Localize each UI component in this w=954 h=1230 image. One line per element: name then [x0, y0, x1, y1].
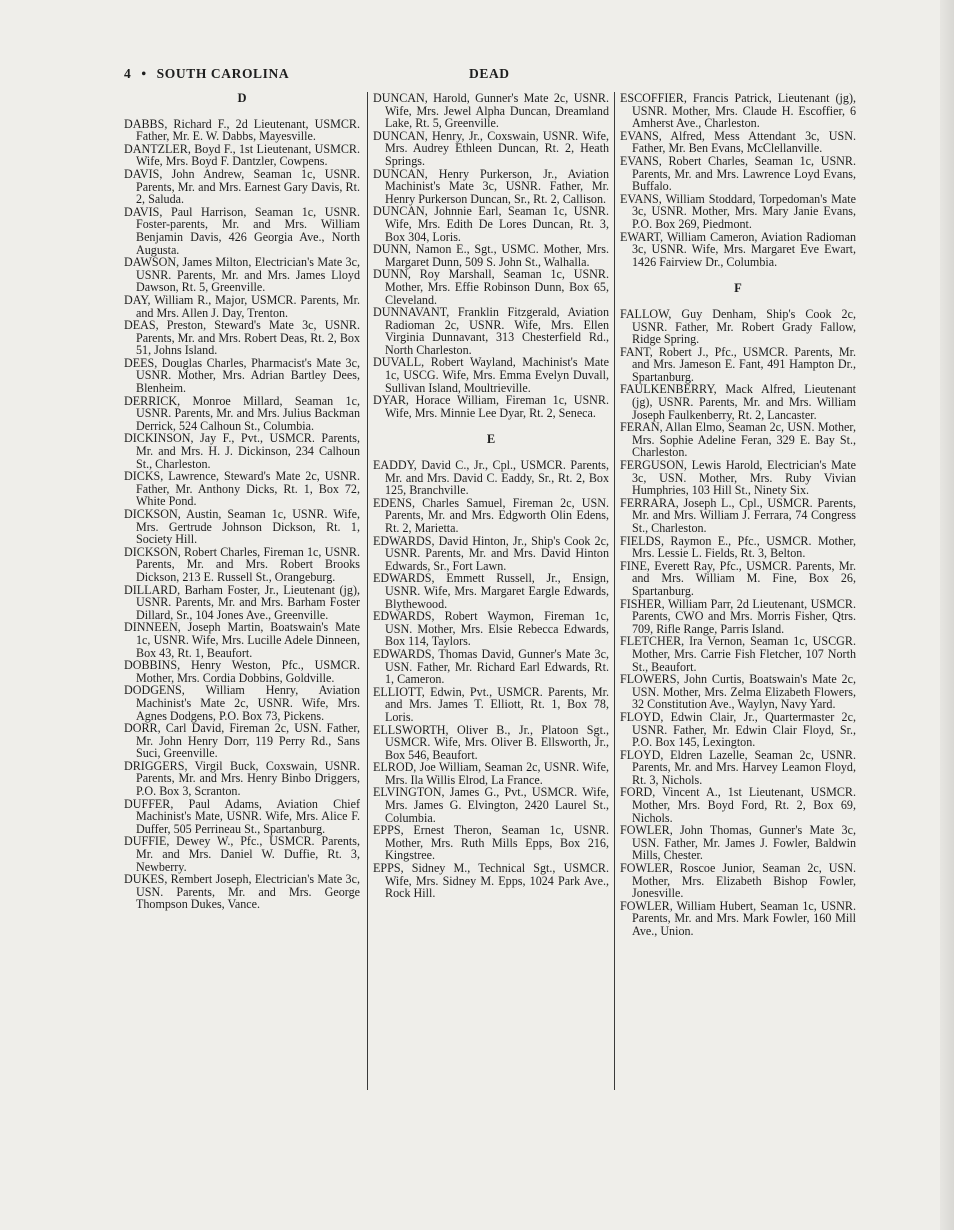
casualty-entry: FERRARA, Joseph L., Cpl., USMCR. Parents, Mr. and Mrs. William J. Ferrara, 74 Congress St., Charleston. — [620, 495, 856, 535]
casualty-entry: FOWLER, Roscoe Junior, Seaman 2c, USN. Mother, Mrs. Elizabeth Bishop Fowler, Jonesville. — [620, 861, 856, 901]
casualty-entry: FLOYD, Edwin Clair, Jr., Quartermaster 2c, USNR. Father, Mr. Edwin Clair Floyd, Sr., P.O. Box 145, Lexington. — [620, 709, 856, 750]
casualty-entry: FOWLER, William Hubert, Seaman 1c, USNR. Parents, Mr. and Mrs. Mark Fowler, 160 Mill Ave., Union. — [620, 898, 856, 938]
casualty-entry: ELROD, Joe William, Seaman 2c, USNR. Wife, Mrs. Ila Willis Elrod, La France. — [373, 760, 609, 787]
casualty-entry: FORD, Vincent A., 1st Lieutenant, USMCR. Mother, Mrs. Boyd Ford, Rt. 2, Box 69, Nichols. — [620, 785, 856, 825]
casualty-entry: FAULKENBERRY, Mack Alfred, Lieutenant (jg), USNR. Parents, Mr. and Mrs. William Joseph Faulkenberry, Rt. 2, Lancaster. — [620, 382, 856, 422]
casualty-entry: DRIGGERS, Virgil Buck, Coxswain, USNR. Parents, Mr. and Mrs. Henry Binbo Driggers, P.O. Box 3, Scranton. — [124, 758, 360, 799]
header-bullet: • — [141, 66, 147, 81]
casualty-entry: ELLSWORTH, Oliver B., Jr., Platoon Sgt., USMCR. Wife, Mrs. Oliver B. Ellsworth, Jr., Box 546, Beaufort. — [373, 722, 609, 762]
casualty-entry: DICKSON, Robert Charles, Fireman 1c, USNR. Parents, Mr. and Mrs. Robert Brooks Dickson, 213 E. Russell St., Orangeburg. — [124, 544, 360, 584]
casualty-entry: DOBBINS, Henry Weston, Pfc., USMCR. Mother, Mrs. Cordia Dobbins, Goldville. — [124, 658, 360, 685]
casualty-entry: FIELDS, Raymon E., Pfc., USMCR. Mother, Mrs. Lessie L. Fields, Rt. 3, Belton. — [620, 533, 856, 561]
column-divider — [367, 92, 368, 1090]
casualty-entry: DICKSON, Austin, Seaman 1c, USNR. Wife, Mrs. Gertrude Johnson Dickson, Rt. 1, Society Hill. — [124, 507, 360, 547]
casualty-entry: DUNCAN, Johnnie Earl, Seaman 1c, USNR. Wife, Mrs. Edith De Lores Duncan, Rt. 3, Box 304, Loris. — [373, 204, 609, 244]
casualty-entry: DAY, William R., Major, USMCR. Parents, Mr. and Mrs. Allen J. Day, Trenton. — [124, 292, 360, 320]
casualty-entry: DUNCAN, Henry, Jr., Coxswain, USNR. Wife, Mrs. Audrey Ethleen Duncan, Rt. 2, Heath Springs. — [373, 128, 609, 168]
casualty-entry: FLOWERS, John Curtis, Boatswain's Mate 2c, USN. Mother, Mrs. Zelma Elizabeth Flowers, 32 Constitution Ave., Waylyn, Navy Yard. — [620, 672, 856, 712]
casualty-entry: EVANS, William Stoddard, Torpedoman's Mate 3c, USNR. Mother, Mrs. Mary Janie Evans, P.O. Box 269, Piedmont. — [620, 191, 856, 231]
page-number: 4 — [124, 66, 132, 81]
casualty-entry: DUFFIE, Dewey W., Pfc., USMCR. Parents, Mr. and Mrs. Daniel W. Duffie, Rt. 3, Newberry. — [124, 834, 360, 874]
column-2 — [373, 92, 609, 900]
casualty-entry: EDWARDS, David Hinton, Jr., Ship's Cook 2c, USNR. Parents, Mr. and Mrs. David Hinton Edwards, Sr., Fort Lawn. — [373, 533, 609, 573]
casualty-entry: DUNN, Roy Marshall, Seaman 1c, USNR. Mother, Mrs. Effie Robinson Dunn, Box 65, Cleveland. — [373, 267, 609, 307]
casualty-entry: DICKS, Lawrence, Steward's Mate 2c, USNR. Father, Mr. Anthony Dicks, Rt. 1, Box 72, White Pond. — [124, 469, 360, 509]
casualty-entry: FALLOW, Guy Denham, Ship's Cook 2c, USNR. Father, Mr. Robert Grady Fallow, Ridge Spring. — [620, 306, 856, 347]
casualty-entry: DAWSON, James Milton, Electrician's Mate 3c, USNR. Parents, Mr. and Mrs. James Lloyd Dawson, Rt. 5, Greenville. — [124, 255, 360, 295]
casualty-entry: EDWARDS, Emmett Russell, Jr., Ensign, USNR. Wife, Mrs. Margaret Eargle Edwards, Blythewood. — [373, 571, 609, 611]
casualty-entry: FISHER, William Parr, 2d Lieutenant, USMCR. Parents, CWO and Mrs. Morris Fisher, Qtrs. 709, Rifle Range, Parris Island. — [620, 596, 856, 636]
section-title: DEAD — [469, 66, 510, 81]
casualty-entry: DILLARD, Barham Foster, Jr., Lieutenant (jg), USNR. Parents, Mr. and Mrs. Barham Foster Dillard, Sr., 104 Jones Ave., Greenville. — [124, 582, 360, 622]
casualty-entry: EVANS, Robert Charles, Seaman 1c, USNR. Parents, Mr. and Mrs. Lawrence Loyd Evans, Buffalo. — [620, 153, 856, 194]
casualty-entry: EDENS, Charles Samuel, Fireman 2c, USN. Parents, Mr. and Mrs. Edgworth Olin Edens, Rt. 2, Marietta. — [373, 495, 609, 535]
casualty-entry: DAVIS, Paul Harrison, Seaman 1c, USNR. Foster-parents, Mr. and Mrs. William Benjamin Davis, 426 Georgia Ave., North Augusta. — [124, 204, 360, 257]
casualty-entry: DODGENS, William Henry, Aviation Machinist's Mate 2c, USNR. Wife, Mrs. Agnes Dodgens, P.O. Box 73, Pickens. — [124, 683, 360, 723]
casualty-entry: DUFFER, Paul Adams, Aviation Chief Machinist's Mate, USNR. Wife, Mrs. Alice F. Duffer, 505 Perrineau St., Spartanburg. — [124, 796, 360, 836]
casualty-entry: DINNEEN, Joseph Martin, Boatswain's Mate 1c, USNR. Wife, Mrs. Lucille Adele Dinneen, Box 43, Rt. 1, Beaufort. — [124, 620, 360, 660]
casualty-entry: ESCOFFIER, Francis Patrick, Lieutenant (jg), USNR. Mother, Mrs. Claude H. Escoffier, 6 Amherst Ave., Charleston. — [620, 91, 856, 131]
alphabet-section-heading: F — [734, 281, 742, 296]
casualty-entry: DUNCAN, Henry Purkerson, Jr., Aviation Machinist's Mate 3c, USNR. Father, Mr. Henry Purkerson Duncan, Sr., Rt. 2, Callison. — [373, 166, 609, 206]
casualty-entry: EDWARDS, Robert Waymon, Fireman 1c, USN. Mother, Mrs. Elsie Rebecca Edwards, Box 114, Taylors. — [373, 609, 609, 649]
casualty-entry: FERGUSON, Lewis Harold, Electrician's Mate 3c, USN. Mother, Mrs. Ruby Vivian Humphries, 103 Hill St., Ninety Six. — [620, 458, 856, 498]
casualty-entry: EVANS, Alfred, Mess Attendant 3c, USN. Father, Mr. Ben Evans, McClellanville. — [620, 128, 856, 156]
casualty-entry: DEAS, Preston, Steward's Mate 3c, USNR. Parents, Mr. and Mrs. Robert Deas, Rt. 2, Box 51, Johns Island. — [124, 318, 360, 358]
casualty-entry: EDWARDS, Thomas David, Gunner's Mate 3c, USN. Father, Mr. Richard Earl Edwards, Rt. 1, Cameron. — [373, 646, 609, 687]
casualty-entry: DORR, Carl David, Fireman 2c, USN. Father, Mr. John Henry Dorr, 119 Perry Rd., Sans Suci, Greenville. — [124, 721, 360, 761]
casualty-entry: DUNNAVANT, Franklin Fitzgerald, Aviation Radioman 2c, USNR. Wife, Mrs. Ellen Virginia Dunnavant, 313 Chesterfield Rd., North Charleston. — [373, 305, 609, 357]
casualty-entry: DEES, Douglas Charles, Pharmacist's Mate 3c, USNR. Mother, Mrs. Adrian Bartley Dees, Blenheim. — [124, 355, 360, 396]
casualty-entry: DUNCAN, Harold, Gunner's Mate 2c, USNR. Wife, Mrs. Jewel Alpha Duncan, Dreamland Lake, Rt. 5, Greenville. — [373, 91, 609, 131]
casualty-entry: FLOYD, Eldren Lazelle, Seaman 2c, USNR. Parents, Mr. and Mrs. Harvey Leamon Floyd, Rt. 3, Nichols. — [620, 747, 856, 787]
casualty-entry: DYAR, Horace William, Fireman 1c, USNR. Wife, Mrs. Minnie Lee Dyar, Rt. 2, Seneca. — [373, 393, 609, 420]
casualty-entry: DANTZLER, Boyd F., 1st Lieutenant, USMCR. Wife, Mrs. Boyd F. Dantzler, Cowpens. — [124, 141, 360, 169]
casualty-entry: FERAN, Allan Elmo, Seaman 2c, USN. Mother, Mrs. Sophie Adeline Feran, 329 E. Bay St., Charleston. — [620, 420, 856, 460]
casualty-entry: FINE, Everett Ray, Pfc., USMCR. Parents, Mr. and Mrs. William M. Fine, Box 26, Spartanburg. — [620, 558, 856, 598]
casualty-entry: FOWLER, John Thomas, Gunner's Mate 3c, USN. Father, Mr. James J. Fowler, Baldwin Mills, Chester. — [620, 823, 856, 863]
casualty-entry: EADDY, David C., Jr., Cpl., USMCR. Parents, Mr. and Mrs. David C. Eaddy, Sr., Rt. 2, Box 125, Branchville. — [373, 458, 609, 498]
column-1 — [124, 92, 360, 911]
casualty-entry: DAVIS, John Andrew, Seaman 1c, USNR. Parents, Mr. and Mrs. Earnest Gary Davis, Rt. 2, Saluda. — [124, 166, 360, 207]
casualty-entry: DUNN, Namon E., Sgt., USMC. Mother, Mrs. Margaret Dunn, 509 S. John St., Walhalla. — [373, 242, 609, 269]
casualty-entry: DICKINSON, Jay F., Pvt., USMCR. Parents, Mr. and Mrs. H. J. Dickinson, 234 Calhoun St., Charleston. — [124, 431, 360, 471]
casualty-entry: EPPS, Ernest Theron, Seaman 1c, USNR. Mother, Mrs. Ruth Mills Epps, Box 216, Kingstree. — [373, 823, 609, 863]
casualty-entry: DABBS, Richard F., 2d Lieutenant, USMCR. Father, Mr. E. W. Dabbs, Mayesville. — [124, 116, 360, 144]
casualty-entry: ELLIOTT, Edwin, Pvt., USMCR. Parents, Mr. and Mrs. James T. Elliott, Rt. 1, Box 78, Loris. — [373, 684, 609, 724]
column-divider — [614, 92, 615, 1090]
casualty-entry: DUKES, Rembert Joseph, Electrician's Mate 3c, USN. Parents, Mr. and Mrs. George Thompson Dukes, Vance. — [124, 872, 360, 912]
page-edge-shadow — [940, 0, 954, 1230]
casualty-entry: DERRICK, Monroe Millard, Seaman 1c, USNR. Parents, Mr. and Mrs. Julius Backman Derrick, 524 Calhoun St., Columbia. — [124, 393, 360, 433]
state-name: SOUTH CAROLINA — [156, 66, 290, 81]
casualty-entry: FLETCHER, Ira Vernon, Seaman 1c, USCGR. Mother, Mrs. Carrie Fish Fletcher, 107 North St., Beaufort. — [620, 634, 856, 674]
column-3 — [620, 92, 856, 938]
casualty-entry: FANT, Robert J., Pfc., USMCR. Parents, Mr. and Mrs. Jameson E. Fant, 491 Hampton Dr., Spartanburg. — [620, 344, 856, 384]
alphabet-section-heading: E — [486, 432, 496, 447]
casualty-entry: DUVALL, Robert Wayland, Machinist's Mate 1c, USCG. Wife, Mrs. Emma Evelyn Duvall, Sullivan Island, Moultrieville. — [373, 355, 609, 395]
casualty-entry: EPPS, Sidney M., Technical Sgt., USMCR. Wife, Mrs. Sidney M. Epps, 1024 Park Ave., Rock Hill. — [373, 861, 609, 901]
alphabet-section-heading: D — [237, 91, 247, 105]
running-header — [124, 66, 289, 82]
casualty-entry: ELVINGTON, James G., Pvt., USMCR. Wife, Mrs. James G. Elvington, 2420 Laurel St., Columbia. — [373, 785, 609, 825]
casualty-entry: EWART, William Cameron, Aviation Radioman 3c, USNR. Wife, Mrs. Margaret Eve Ewart, 1426 Fairview Dr., Columbia. — [620, 229, 856, 269]
